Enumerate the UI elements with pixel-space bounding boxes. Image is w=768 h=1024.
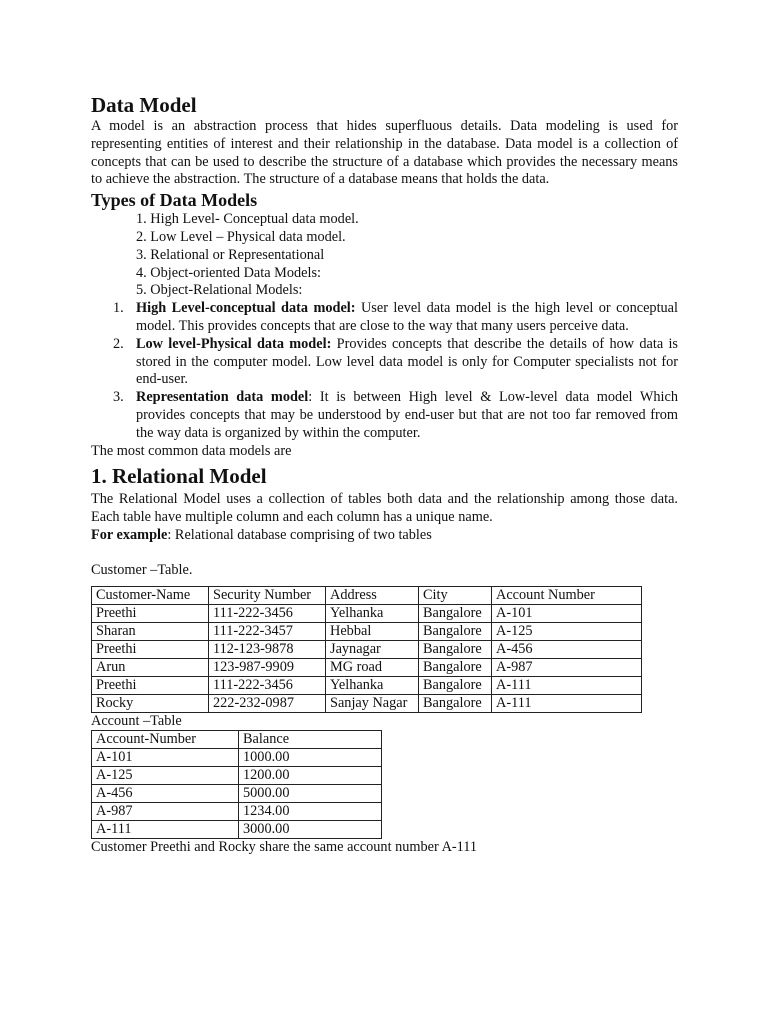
- table-cell: Preethi: [92, 676, 209, 694]
- definition-number: 2.: [113, 335, 124, 352]
- table-row: [92, 803, 382, 821]
- common-models-text: The most common data models are: [91, 442, 292, 459]
- definition-text: Provides concepts that describe the details of how data is stored in the computer model. Low level data model is only for Computer specialists not for end-user.: [136, 335, 678, 388]
- table-cell: 112-123-9878: [209, 640, 326, 658]
- table-cell: Bangalore: [419, 658, 492, 676]
- table-cell: Arun: [92, 658, 209, 676]
- table-cell: Preethi: [92, 604, 209, 622]
- example-line: [91, 527, 678, 545]
- table-cell: Hebbal: [326, 622, 419, 640]
- table-cell: MG road: [326, 658, 419, 676]
- relational-heading: 1. Relational Model: [91, 464, 267, 489]
- table-row: [92, 640, 642, 658]
- table-cell: A-101: [492, 604, 642, 622]
- column-header: Balance: [239, 731, 382, 749]
- table-cell: 111-222-3456: [209, 676, 326, 694]
- definition-item: [91, 300, 678, 336]
- example-text: : Relational database comprising of two tables: [167, 526, 432, 543]
- table-row: [92, 749, 382, 767]
- types-list: [91, 211, 678, 300]
- types-list-item: 5. Object-Relational Models:: [136, 282, 303, 299]
- types-list-item: 3. Relational or Representational: [136, 246, 325, 263]
- table-row: [92, 622, 642, 640]
- column-header: Customer-Name: [92, 586, 209, 604]
- table-cell: 1234.00: [239, 803, 382, 821]
- table-cell: 111-222-3456: [209, 604, 326, 622]
- table-row: [92, 785, 382, 803]
- table-cell: Sharan: [92, 622, 209, 640]
- table-cell: A-987: [492, 658, 642, 676]
- table-cell: 222-232-0987: [209, 694, 326, 712]
- table-cell: A-101: [92, 749, 239, 767]
- definition-item: [91, 336, 678, 389]
- types-list-item: 1. High Level- Conceptual data model.: [136, 211, 359, 228]
- table-cell: Rocky: [92, 694, 209, 712]
- intro-paragraph: A model is an abstraction process that hides superfluous details. Data modeling is used for representing entities of interest and their relationship in the database. Data model is a collection of concepts that can be used to describe the structure of a database which provides the necessary means to achieve the abstraction. The structure of a database means that holds the data.: [91, 118, 678, 188]
- customer-table-caption: Customer –Table.: [91, 561, 193, 578]
- table-cell: Bangalore: [419, 694, 492, 712]
- table-row: [92, 821, 382, 839]
- table-cell: 3000.00: [239, 821, 382, 839]
- table-cell: A-125: [92, 767, 239, 785]
- example-label: For example: [91, 526, 168, 543]
- table-cell: 5000.00: [239, 785, 382, 803]
- definition-number: 1.: [113, 300, 124, 317]
- table-row: [92, 676, 642, 694]
- column-header: Account Number: [492, 586, 642, 604]
- table-row: [92, 604, 642, 622]
- column-header: Security Number: [209, 586, 326, 604]
- definition-term: Low level-Physical data model:: [136, 335, 332, 352]
- column-header: City: [419, 586, 492, 604]
- definition-text: User level data model is the high level or conceptual model. This provides concepts that are close to the way that many users perceive data.: [136, 300, 679, 334]
- definition-number: 3.: [113, 389, 124, 406]
- types-list-item: 4. Object-oriented Data Models:: [136, 264, 322, 281]
- table-cell: Bangalore: [419, 604, 492, 622]
- table-cell: Jaynagar: [326, 640, 419, 658]
- table-row: [92, 658, 642, 676]
- definition-text: : It is between High level & Low-level data model Which provides concepts that may be understood by end-user but that are not too far removed from the way data is organized by within the computer.: [136, 389, 678, 441]
- account-table-caption: Account –Table: [91, 712, 182, 729]
- document-page: [91, 92, 678, 857]
- table-cell: A-987: [92, 803, 239, 821]
- table-cell: A-456: [492, 640, 642, 658]
- table-cell: Bangalore: [419, 640, 492, 658]
- definition-term: Representation data model: [136, 389, 309, 406]
- table-row: [92, 694, 642, 712]
- table-cell: Yelhanka: [326, 676, 419, 694]
- table-cell: A-111: [92, 821, 239, 839]
- table-cell: Preethi: [92, 640, 209, 658]
- table-cell: Bangalore: [419, 676, 492, 694]
- table-cell: 123-987-9909: [209, 658, 326, 676]
- table-cell: A-111: [492, 694, 642, 712]
- page-title: Data Model: [91, 93, 197, 117]
- table-cell: Yelhanka: [326, 604, 419, 622]
- table-cell: A-111: [492, 676, 642, 694]
- definition-term: High Level-conceptual data model:: [136, 300, 356, 317]
- table-row: [92, 767, 382, 785]
- table-cell: 1000.00: [239, 749, 382, 767]
- table-cell: 1200.00: [239, 767, 382, 785]
- table-header-row: [92, 731, 382, 749]
- definition-item: [91, 389, 678, 442]
- spacer: [91, 545, 678, 562]
- account-table: [91, 730, 382, 839]
- table-cell: A-125: [492, 622, 642, 640]
- types-heading: Types of Data Models: [91, 190, 258, 211]
- definitions-list: [91, 300, 678, 442]
- relational-description: The Relational Model uses a collection of tables both data and the relationship among those data. Each table have multiple column and each column has a unique name.: [91, 491, 678, 526]
- types-list-item: 2. Low Level – Physical data model.: [136, 228, 346, 245]
- footnote: Customer Preethi and Rocky share the same account number A-111: [91, 839, 478, 856]
- customer-table: [91, 586, 642, 713]
- table-cell: Bangalore: [419, 622, 492, 640]
- table-cell: A-456: [92, 785, 239, 803]
- column-header: Address: [326, 586, 419, 604]
- column-header: Account-Number: [92, 731, 239, 749]
- table-cell: 111-222-3457: [209, 622, 326, 640]
- table-cell: Sanjay Nagar: [326, 694, 419, 712]
- table-header-row: [92, 586, 642, 604]
